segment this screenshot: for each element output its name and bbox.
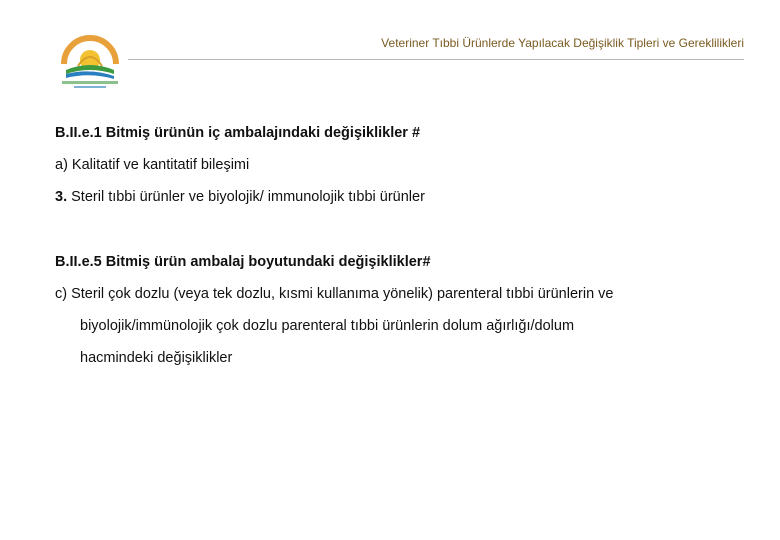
section-2-item-c-line1: c) Steril çok dozlu (veya tek dozlu, kısmi kullanıma yönelik) parenteral tıbbi ürünlerin ve [55,286,614,302]
section-2-heading [55,254,431,270]
section-1-item-3-text: Steril tıbbi ürünler ve biyolojik/ immunolojik tıbbi ürünler [71,189,425,205]
section-1-item-a: a) Kalitatif ve kantitatif bileşimi [55,157,250,173]
section-2-code: B.II.e.5 [55,254,102,270]
header-title: Veteriner Tıbbi Ürünlerde Yapılacak Değişiklik Tipleri ve Gereklilikleri [381,36,744,50]
section-1-heading [55,125,420,141]
ministry-logo [54,26,126,92]
section-2-item-c-line2: biyolojik/immünolojik çok dozlu parenteral tıbbi ürünlerin dolum ağırlığı/dolum [80,318,575,334]
section-2-item-c-line3: hacmindeki değişiklikler [80,350,233,366]
section-1-code: B.II.e.1 [55,125,102,141]
section-1-title: Bitmiş ürünün iç ambalajındaki değişiklikler # [105,125,421,141]
section-1-item-3 [55,189,425,205]
section-1-item-3-number: 3. [55,189,68,205]
section-2-title: Bitmiş ürün ambalaj boyutundaki değişiklikler# [105,254,431,270]
header-divider [128,59,744,60]
